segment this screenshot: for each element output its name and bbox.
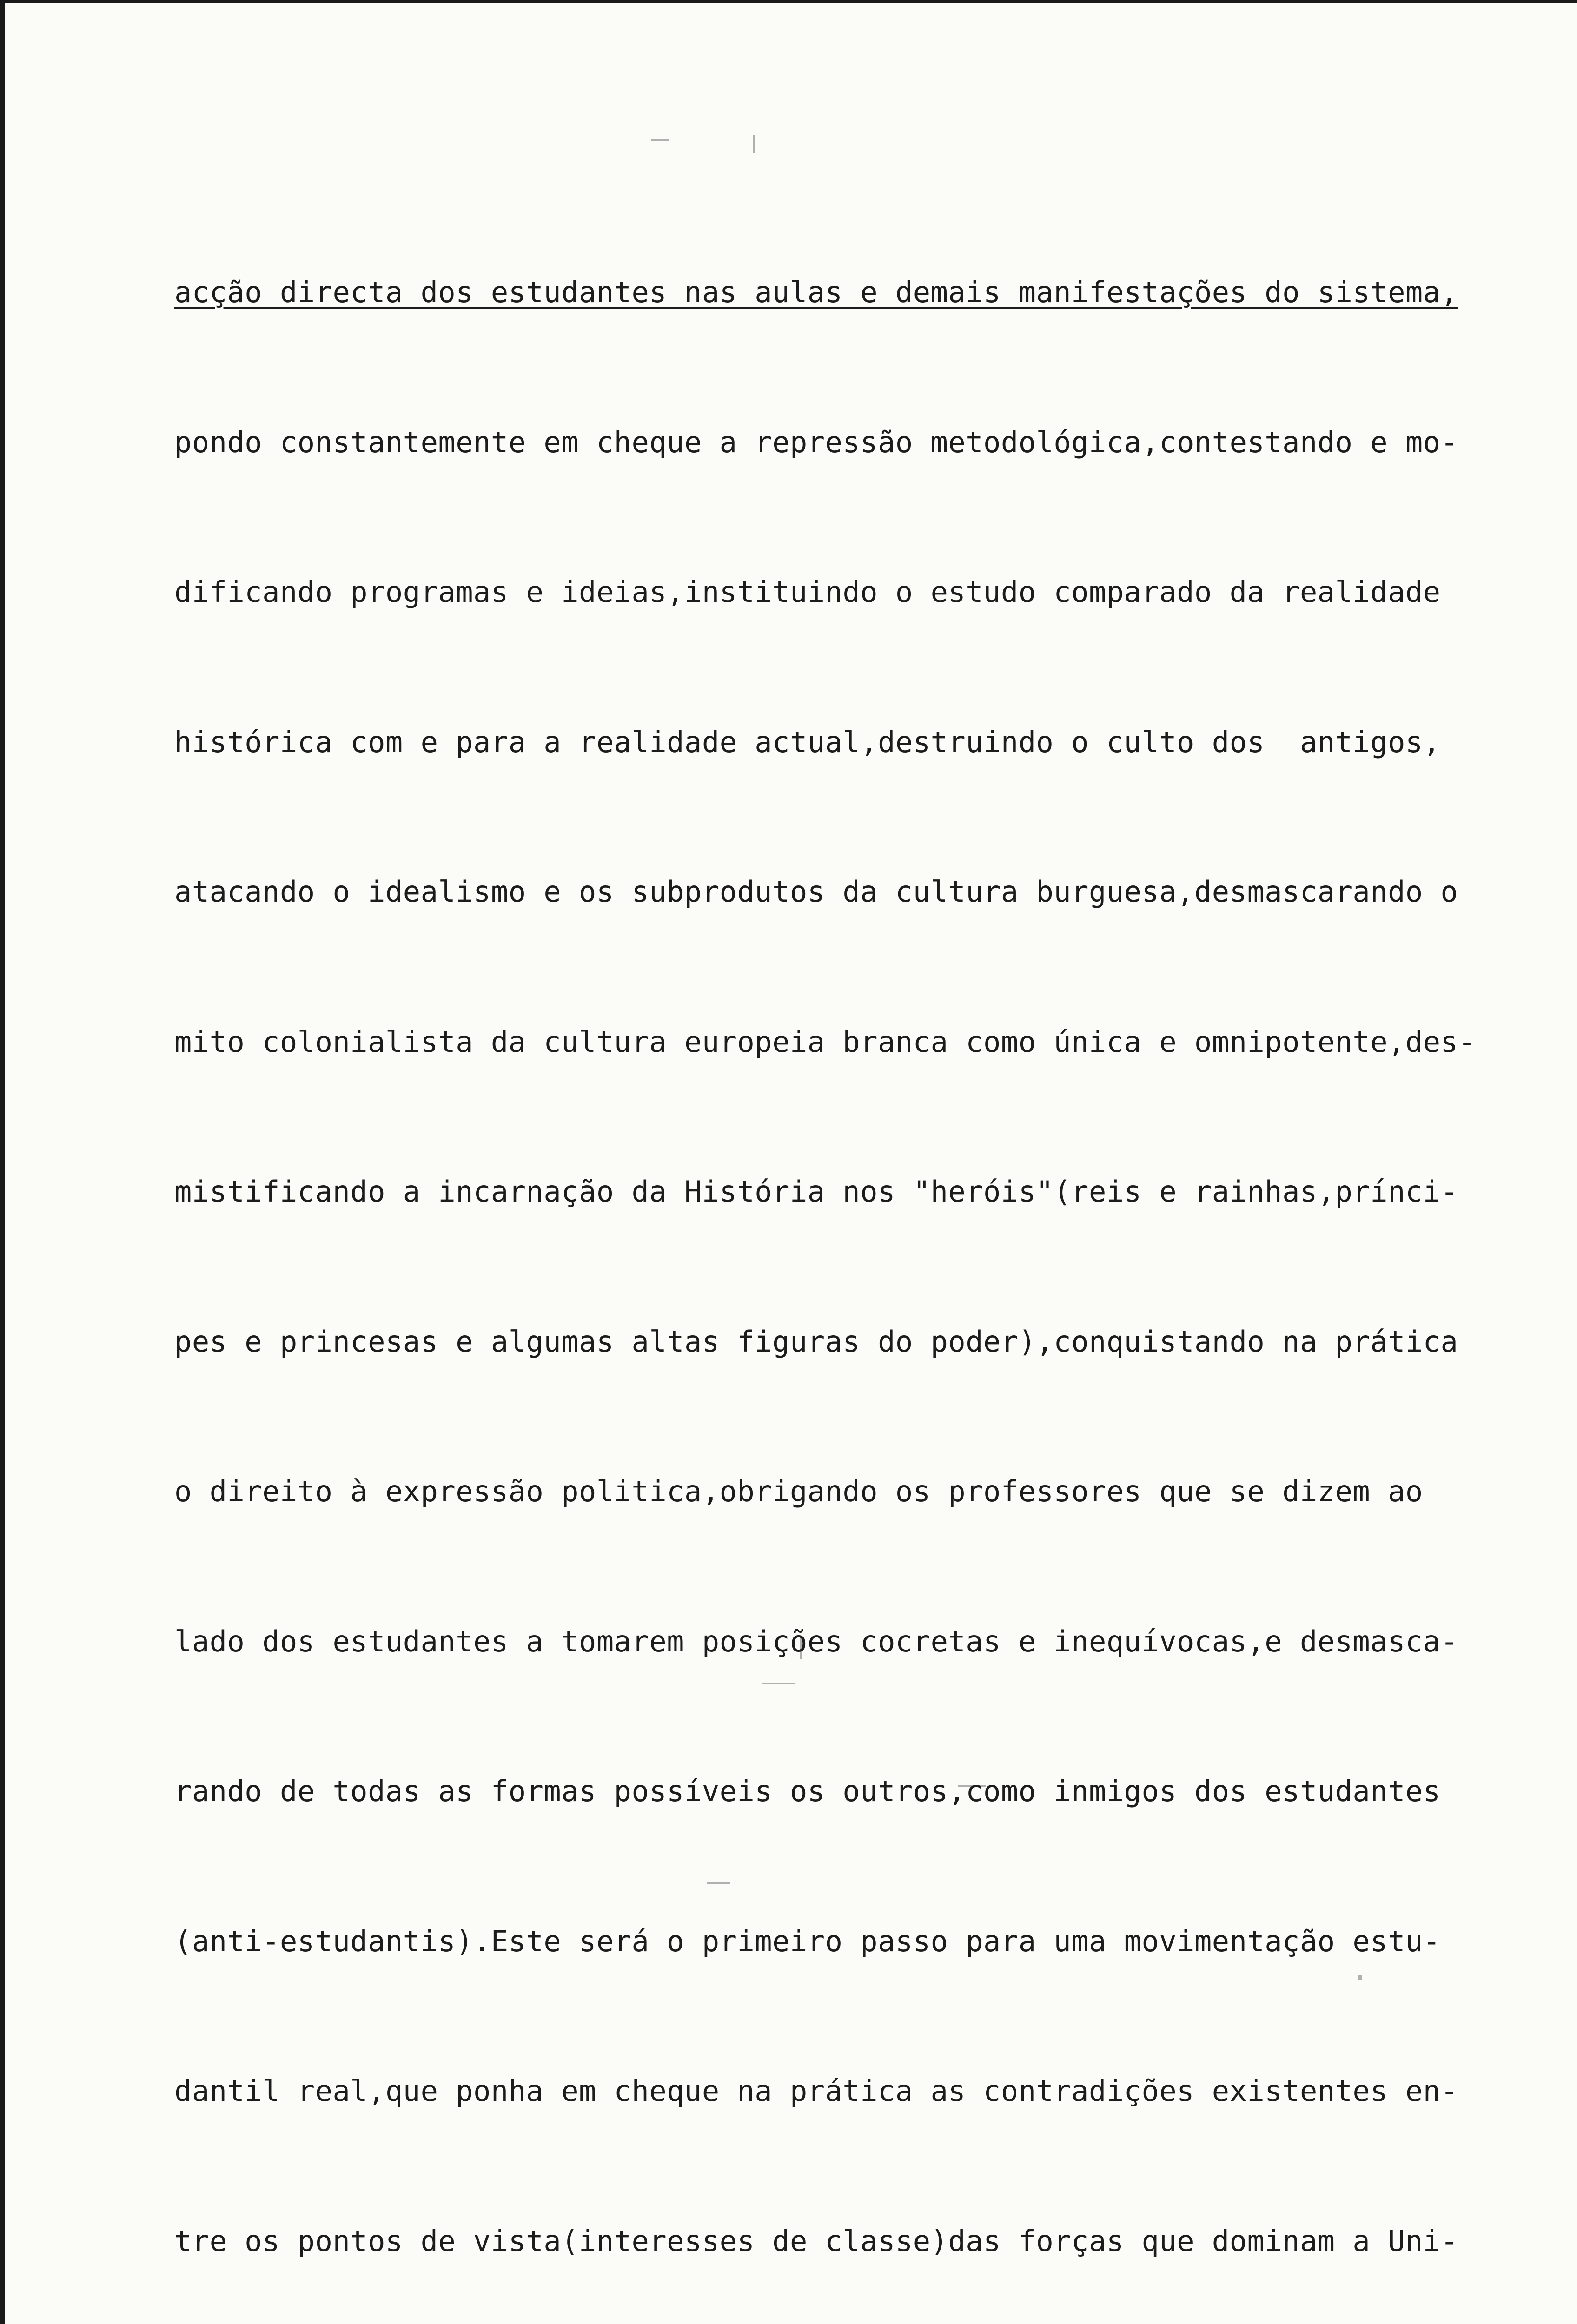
paragraph-line: pes e princesas e algumas altas figuras do poder),conquistando na prática <box>174 1324 1458 1359</box>
scan-edge-top <box>0 0 1577 3</box>
scan-edge-left <box>0 0 5 2324</box>
paragraph-line: mito colonialista da cultura europeia branca como única e omnipotente,des- <box>174 1024 1476 1059</box>
paragraph-line: dificando programas e ideias,instituindo o estudo comparado da realidade <box>174 575 1441 609</box>
paragraph-line: o direito à expressão politica,obrigando os professores que se dizem ao <box>174 1474 1423 1508</box>
document-body <box>174 167 1550 2324</box>
paragraph-line: rando de todas as formas possíveis os outros,como inmigos dos estudantes <box>174 1774 1441 1808</box>
paragraph-line: (anti-estudantis).Este será o primeiro passo para uma movimentação estu- <box>174 1924 1441 1958</box>
paragraph-line: atacando o idealismo e os subprodutos da cultura burguesa,desmascarando o <box>174 875 1458 909</box>
scan-speck <box>651 139 669 141</box>
scan-speck <box>753 135 755 153</box>
paragraph-line: acção directa dos estudantes nas aulas e demais manifestações do sistema, <box>174 275 1458 309</box>
paragraph-line: mistificando a incarnação da História nos "heróis"(reis e rainhas,prínci- <box>174 1175 1458 1208</box>
paragraph-line: tre os pontos de vista(interesses de classe)das forças que dominam a Uni- <box>174 2224 1458 2258</box>
paragraph-line: dantil real,que ponha em cheque na prática as contradições existentes en- <box>174 2074 1458 2108</box>
paragraph-line: histórica com e para a realidade actual,destruindo o culto dos antigos, <box>174 725 1441 759</box>
paragraph-line: pondo constantemente em cheque a repressão metodológica,contestando e mo- <box>174 425 1458 459</box>
paragraph-line: lado dos estudantes a tomarem posições cocretas e inequívocas,e desmasca- <box>174 1624 1458 1658</box>
